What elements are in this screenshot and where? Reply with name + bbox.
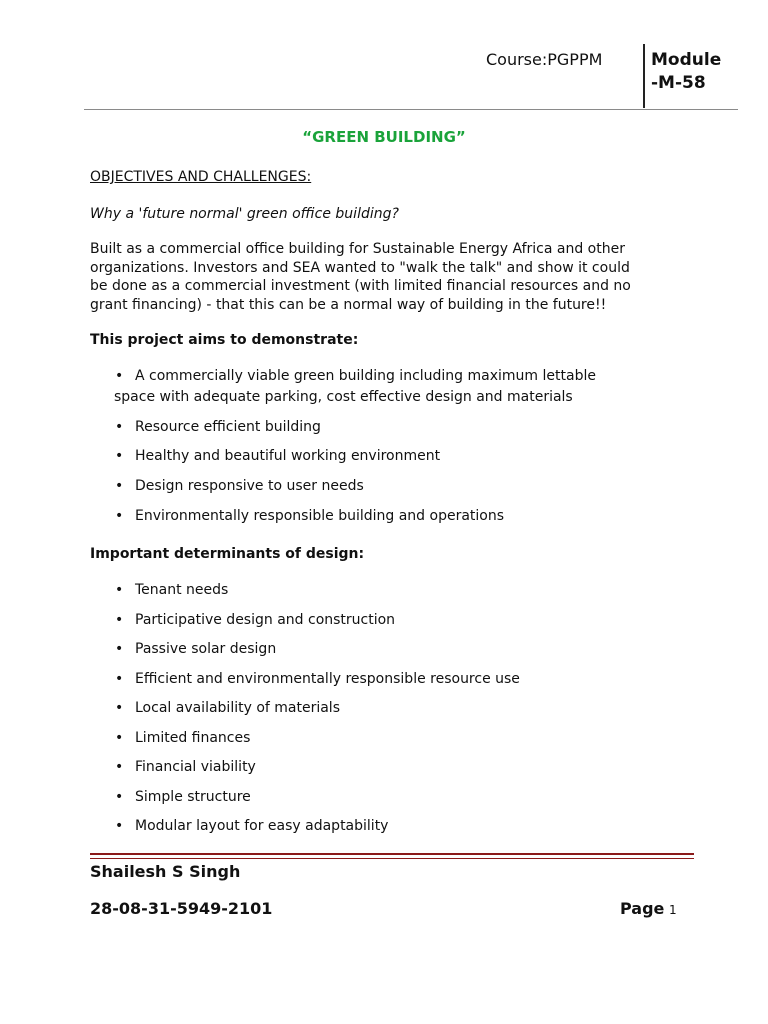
- list-item-text: Healthy and beautiful working environment: [135, 448, 441, 464]
- bullet-icon: •: [115, 641, 124, 657]
- list-item: [115, 417, 321, 438]
- list-item: [115, 580, 228, 601]
- question-subheading: Why a 'future normal' green office building?: [90, 206, 399, 222]
- author-name: Shailesh S Singh: [90, 862, 241, 881]
- footer-rule-thick: [90, 853, 694, 855]
- module-line-2: -M-58: [651, 73, 706, 93]
- list-item: [115, 366, 596, 408]
- intro-paragraph: [90, 240, 690, 314]
- bullet-icon: •: [115, 671, 124, 687]
- bullet-icon: •: [115, 448, 124, 464]
- list-item-text: Environmentally responsible building and operations: [135, 508, 505, 524]
- list-item: [115, 816, 388, 837]
- header-rule: [84, 109, 738, 110]
- list-item-text: Design responsive to user needs: [135, 478, 364, 494]
- header-divider: [643, 44, 645, 108]
- module-line-1: Module: [651, 50, 722, 70]
- bullet-icon: •: [115, 508, 124, 524]
- page-title: “GREEN BUILDING”: [302, 128, 466, 146]
- bullet-icon: •: [115, 478, 124, 494]
- bullet-icon: •: [115, 818, 124, 834]
- list-item: [115, 787, 251, 808]
- determinants-heading: Important determinants of design:: [90, 546, 365, 562]
- page-number: 1: [669, 903, 677, 917]
- page-label: Page: [620, 899, 665, 918]
- bullet-icon: •: [115, 759, 124, 775]
- objectives-heading: OBJECTIVES AND CHALLENGES:: [90, 169, 312, 185]
- list-item-text: Passive solar design: [135, 641, 277, 657]
- list-item-text: Resource efficient building: [135, 419, 321, 435]
- footer-rule-thin: [90, 858, 694, 859]
- list-item-line: space with adequate parking, cost effective design and materials: [114, 389, 573, 405]
- list-item: [115, 757, 256, 778]
- aims-heading: This project aims to demonstrate:: [90, 332, 359, 348]
- paragraph-line: be done as a commercial investment (with limited financial resources and no: [90, 278, 631, 294]
- module-label: [651, 49, 721, 95]
- list-item: [115, 476, 364, 497]
- bullet-icon: •: [115, 700, 124, 716]
- bullet-icon: •: [115, 419, 124, 435]
- paragraph-line: grant financing) - that this can be a normal way of building in the future!!: [90, 296, 607, 313]
- list-item-text: Modular layout for easy adaptability: [135, 818, 389, 834]
- list-item-text: Participative design and construction: [135, 612, 396, 628]
- list-item: [115, 506, 504, 527]
- list-item-text: Limited finances: [135, 730, 251, 746]
- bullet-icon: •: [115, 368, 124, 384]
- list-item: [115, 698, 340, 719]
- list-item-text: Financial viability: [135, 759, 256, 775]
- list-item-text: Tenant needs: [135, 582, 229, 598]
- paragraph-line: organizations. Investors and SEA wanted to "walk the talk" and show it could: [90, 259, 630, 276]
- list-item-line: A commercially viable green building including maximum lettable: [135, 368, 596, 384]
- bullet-icon: •: [115, 730, 124, 746]
- list-item: [115, 669, 520, 690]
- list-item: [115, 446, 440, 467]
- list-item-text: Efficient and environmentally responsible resource use: [135, 671, 520, 687]
- list-item: [115, 639, 276, 660]
- list-item: [115, 610, 395, 631]
- bullet-icon: •: [115, 612, 124, 628]
- bullet-icon: •: [115, 789, 124, 805]
- list-item: [115, 728, 250, 749]
- paragraph-line: Built as a commercial office building for Sustainable Energy Africa and other: [90, 241, 625, 257]
- document-code: 28-08-31-5949-2101: [90, 899, 273, 918]
- bullet-icon: •: [115, 582, 124, 598]
- list-item-text: Local availability of materials: [135, 700, 340, 716]
- list-item-text: Simple structure: [135, 789, 251, 805]
- course-label: Course:PGPPM: [486, 50, 603, 69]
